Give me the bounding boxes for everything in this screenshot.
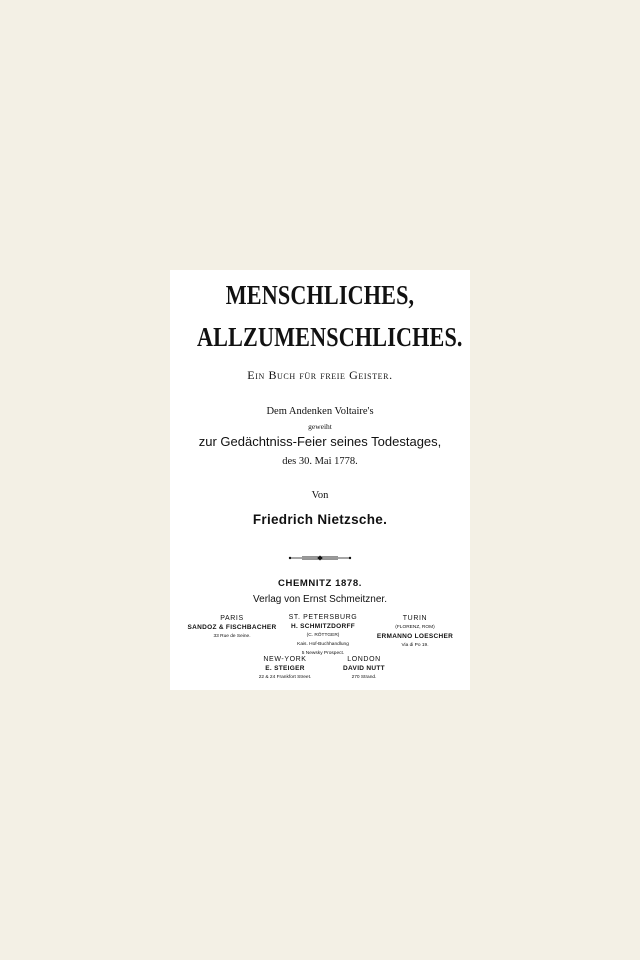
title-line-1: MENSCHLICHES, [225, 280, 415, 310]
title-line-2: ALLZUMENSCHLICHES. [197, 322, 463, 352]
agent-address: Via di Po 19. [401, 643, 429, 648]
dedication-line-2: geweiht [308, 422, 332, 431]
agent-address: 22 & 24 Frankfort Street. [258, 675, 312, 680]
agent-name: SANDOZ & FISCHBACHER [187, 624, 277, 631]
subtitle: Ein Buch für freie Geister. [247, 368, 393, 382]
dedication-line-1: Dem Andenken Voltaire's [266, 406, 374, 417]
agent-city: PARIS [220, 615, 244, 622]
agent-london [324, 655, 404, 682]
agent-line: Kais. Hof-Buchhandlung [297, 642, 349, 647]
title-page [170, 270, 470, 690]
author-name: Friedrich Nietzsche. [252, 512, 388, 527]
agent-city: TURIN [402, 615, 428, 622]
dedication-line-3: zur Gedächtniss-Feier seines Todestages, [198, 434, 442, 449]
agent-name: E. STEIGER [265, 665, 305, 672]
imprint-publisher: Verlag von Ernst Schmeitzner. [253, 594, 387, 605]
agent-name: DAVID NUTT [343, 665, 385, 672]
agent-st-petersburg [280, 613, 366, 658]
by-label: Von [311, 490, 329, 501]
agent-city: ST. PETERSBURG [288, 614, 358, 621]
dedication-line-4: des 30. Mai 1778. [282, 456, 358, 467]
ornament-rule-icon [288, 554, 352, 562]
agent-turin [366, 614, 464, 650]
agent-note: (C. RÖTTGER) [306, 633, 340, 638]
agent-new-york [240, 655, 330, 682]
agent-address: 33 Rue de Seine. [213, 634, 251, 639]
agent-name: ERMANNO LOESCHER [376, 633, 454, 640]
agent-paris [184, 614, 280, 641]
agent-note: (FLORENZ, ROM) [395, 625, 435, 630]
agent-address: 5 Newsky Prospect. [301, 651, 345, 656]
agent-city: LONDON [347, 656, 381, 663]
imprint-city-year: CHEMNITZ 1878. [278, 578, 362, 589]
agent-address: 270 Strand. [351, 675, 377, 680]
agent-city: NEW-YORK [263, 656, 307, 663]
agent-name: H. SCHMITZDORFF [290, 623, 356, 630]
